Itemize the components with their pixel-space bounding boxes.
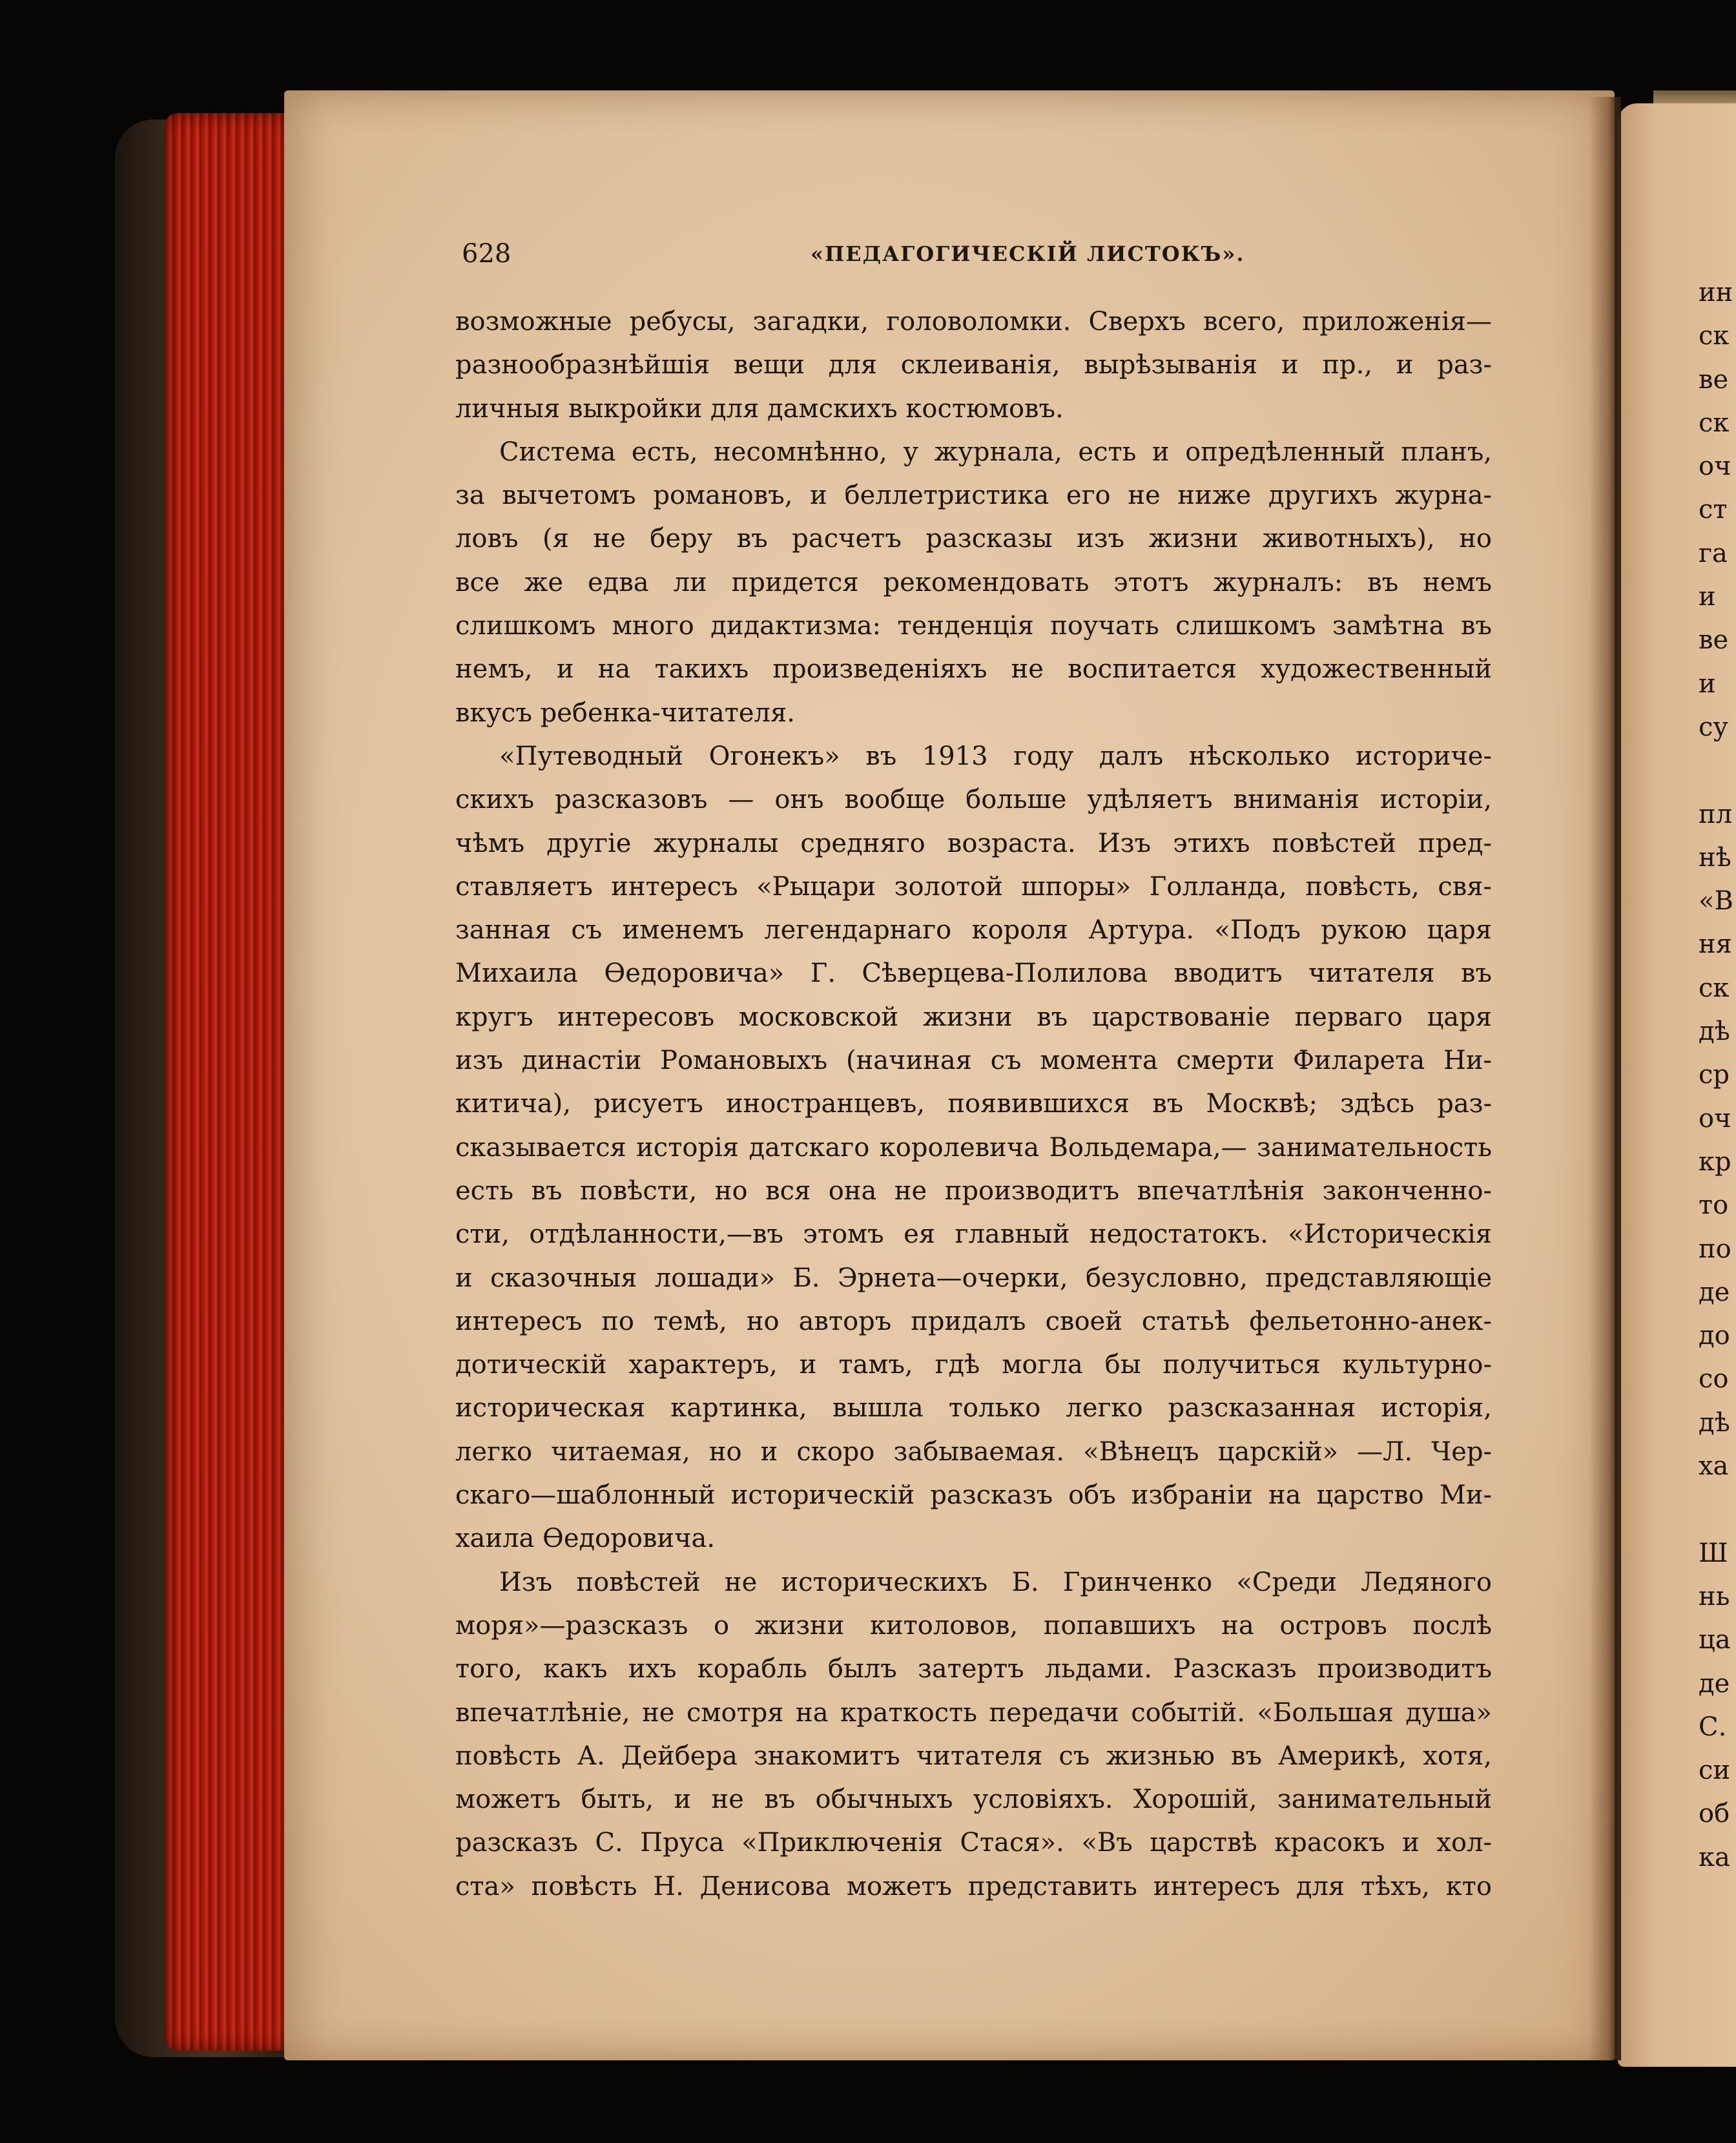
text-line: изъ династіи Романовыхъ (начиная съ момента смерти Филарета Ни- <box>455 1046 1492 1076</box>
text-line: моря»—разсказъ о жизни китоловов, попавшихъ на островъ послѣ <box>455 1610 1492 1641</box>
text-line: легко читаемая, но и скоро забываемая. «Вѣнецъ царскій» —Л. Чер- <box>455 1436 1492 1467</box>
text-line: ловъ (я не беру въ расчетъ разсказы изъ жизни животныхъ), но <box>455 524 1492 554</box>
fragment-line: и <box>1699 668 1716 699</box>
red-page-edge <box>165 113 294 2051</box>
fragment-line: С. <box>1699 1712 1727 1742</box>
fragment-line: ца <box>1699 1625 1731 1655</box>
fragment-line: ин <box>1699 278 1733 307</box>
text-line: интересъ по темѣ, но авторъ придалъ своей статьѣ фельетонно-анек- <box>455 1306 1492 1336</box>
running-head <box>462 239 1534 278</box>
fragment-line: «В <box>1699 886 1733 916</box>
text-line: Система есть, несомнѣнно, у журнала, есть и опредѣленный планъ, <box>499 437 1492 467</box>
text-line: вкусъ ребенка-читателя. <box>455 698 795 728</box>
fragment-line: си <box>1699 1755 1731 1786</box>
fragment-line: ст <box>1699 495 1728 525</box>
text-line: занная съ именемъ легендарнаго короля Артура. «Подъ рукою царя <box>455 915 1492 946</box>
page-gutter <box>1589 97 1621 2060</box>
text-line: есть въ повѣсти, но вся она не производитъ впечатлѣнія законченно- <box>455 1175 1492 1206</box>
text-line: кругъ интересовъ московской жизни въ царствованіе перваго царя <box>455 1002 1492 1032</box>
fragment-line: дѣ <box>1699 1407 1730 1438</box>
fragment-line: нѣ <box>1699 842 1731 873</box>
text-line: за вычетомъ романовъ, и беллетристика его не ниже другихъ журна- <box>455 481 1492 511</box>
text-line: немъ, и на такихъ произведеніяхъ не воспитается художественный <box>455 654 1492 685</box>
fragment-line: кр <box>1699 1146 1731 1177</box>
fragment-line: ср <box>1699 1060 1730 1090</box>
fragment-line: пл <box>1699 799 1733 829</box>
fragment-line: ск <box>1699 408 1730 438</box>
fragment-line: то <box>1699 1190 1729 1221</box>
text-line: того, какъ ихъ корабль былъ затертъ льдами. Разсказъ производитъ <box>455 1654 1492 1684</box>
fragment-line: су <box>1699 712 1728 742</box>
page-number: 628 <box>462 239 512 269</box>
fragment-line: дѣ <box>1699 1017 1730 1047</box>
body-text <box>455 300 1492 1909</box>
text-line: и сказочныя лошади» Б. Эрнета—очерки, безусловно, представляющіе <box>455 1263 1492 1293</box>
text-line: сти, отдѣланности,—въ этомъ ея главный недостатокъ. «Историческія <box>455 1219 1492 1250</box>
text-line: Михаила Ѳедоровича» Г. Сѣверцева-Полилова вводитъ читателя въ <box>455 958 1492 989</box>
text-line: ставляетъ интересъ «Рыцари золотой шпоры» Голланда, повѣсть, свя- <box>455 871 1492 902</box>
text-line: все же едва ли придется рекомендовать этотъ журналъ: въ немъ <box>455 567 1492 597</box>
fragment-line: ск <box>1699 321 1730 351</box>
fragment-line: оч <box>1699 1103 1731 1134</box>
text-line: слишкомъ много дидактизма: тенденція поучать слишкомъ замѣтна въ <box>455 611 1492 641</box>
fragment-line: нь <box>1699 1581 1730 1611</box>
fragment-line: оч <box>1699 451 1731 482</box>
text-line: ста» повѣсть Н. Денисова можетъ представить интересъ для тѣхъ, кто <box>455 1871 1492 1901</box>
fragment-line: и <box>1699 582 1716 612</box>
text-line: чѣмъ другіе журналы средняго возраста. Изъ этихъ повѣстей пред- <box>455 828 1492 858</box>
text-line: дотическій характеръ, и тамъ, гдѣ могла бы получиться культурно- <box>455 1350 1492 1380</box>
fragment-line: ве <box>1699 625 1729 656</box>
fragment-line: га <box>1699 538 1728 568</box>
text-line: личныя выкройки для дамскихъ костюмовъ. <box>455 393 1064 424</box>
text-line: возможные ребусы, загадки, головоломки. Сверхъ всего, приложенія— <box>455 307 1492 336</box>
fragment-line: Ш <box>1699 1538 1728 1568</box>
fragment-line: ня <box>1699 929 1732 960</box>
fragment-line: со <box>1699 1364 1729 1394</box>
text-line: историческая картинка, вышла только легко разсказанная исторія, <box>455 1393 1492 1423</box>
fragment-line: де <box>1699 1277 1730 1307</box>
text-line: впечатлѣніе, не смотря на краткость передачи событій. «Большая душа» <box>455 1697 1492 1728</box>
text-line: сказывается исторія датскаго королевича Вольдемара,— занимательность <box>455 1132 1492 1163</box>
text-line: хаила Ѳедоровича. <box>455 1524 716 1554</box>
text-line: «Путеводный Огонекъ» въ 1913 году далъ нѣсколько историче- <box>499 741 1492 771</box>
fragment-line: ск <box>1699 973 1730 1003</box>
text-line: скихъ разсказовъ — онъ вообще больше удѣляетъ вниманія исторіи, <box>455 785 1492 815</box>
running-title: «ПЕДАГОГИЧЕСКІЙ ЛИСТОКЪ». <box>811 242 1245 266</box>
fragment-line: ве <box>1699 364 1729 395</box>
text-line: китича), рисуетъ иностранцевъ, появившихся въ Москвѣ; здѣсь раз- <box>455 1089 1492 1119</box>
text-line: Изъ повѣстей не историческихъ Б. Гринченко «Среди Ледяного <box>499 1567 1492 1597</box>
text-line: можетъ быть, и не въ обычныхъ условіяхъ. Хорошій, занимательный <box>455 1785 1492 1815</box>
text-line: разнообразнѣйшія вещи для склеиванія, вырѣзыванія и пр., и раз- <box>455 350 1492 380</box>
fragment-line: об <box>1699 1799 1730 1829</box>
text-line: разсказъ С. Пруса «Приключенія Стася». «Въ царствѣ красокъ и хол- <box>455 1828 1492 1858</box>
fragment-line: до <box>1699 1321 1730 1351</box>
fragment-line: ха <box>1699 1451 1729 1482</box>
next-page-text-fragments <box>1699 271 1736 1879</box>
fragment-line <box>1699 1488 1736 1531</box>
fragment-line: ка <box>1699 1842 1730 1872</box>
fragment-line: по <box>1699 1234 1731 1264</box>
text-line: повѣсть А. Дейбера знакомитъ читателя съ жизнью въ Америкѣ, хотя, <box>455 1741 1492 1771</box>
fragment-line: де <box>1699 1668 1730 1699</box>
text-line: скаго—шаблонный историческій разсказъ объ избраніи на царство Ми- <box>455 1480 1492 1511</box>
fragment-line <box>1699 749 1736 792</box>
